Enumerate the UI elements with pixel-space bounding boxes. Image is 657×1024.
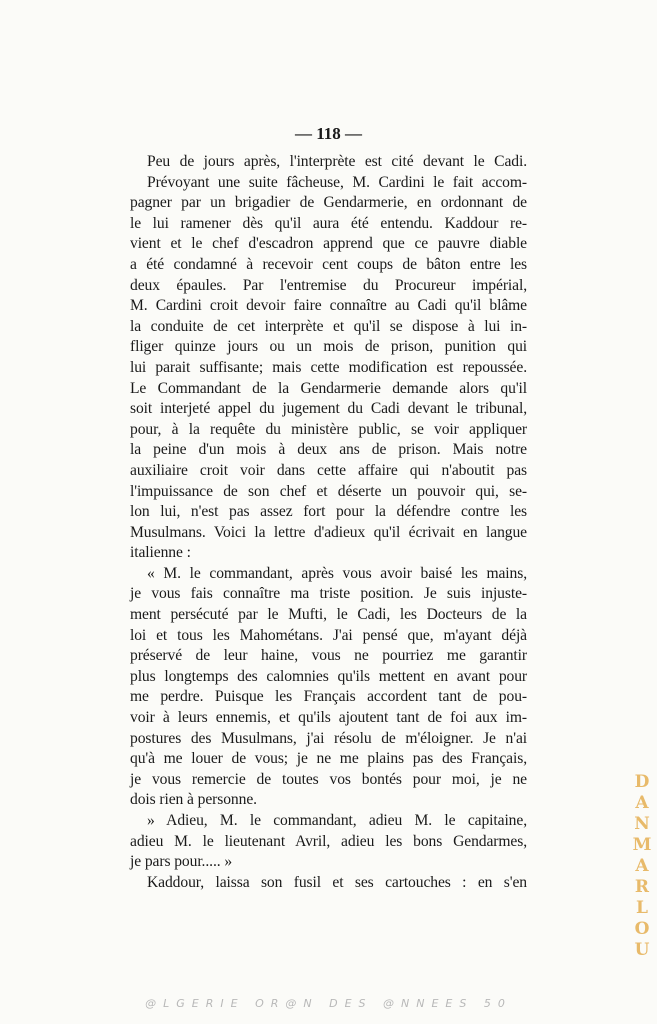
text-line: » Adieu, M. le commandant, adieu M. le capitaine, bbox=[147, 812, 527, 829]
text-line: soit interjeté appel du jugement du Cadi devant le tribunal, bbox=[130, 400, 527, 418]
watermark-letter: A bbox=[635, 856, 649, 876]
text-line: ment persécuté par le Mufti, le Cadi, les Docteurs de la bbox=[130, 606, 527, 624]
text-line: italienne : bbox=[130, 544, 191, 562]
text-line: je vous fais connaître ma triste position. Je suis injuste- bbox=[130, 585, 527, 603]
text-line: Le Commandant de la Gendarmerie demande alors qu'il bbox=[130, 379, 527, 397]
text-line: voir à leurs ennemis, et qu'ils ajoutent tant de foi aux im- bbox=[130, 709, 527, 727]
text-line: lon lui, n'est pas assez fort pour la défendre contre les bbox=[130, 503, 527, 521]
watermark-letter: A bbox=[635, 793, 649, 813]
text-line: Musulmans. Voici la lettre d'adieux qu'il écrivait en langue bbox=[130, 523, 527, 541]
text-line: Peu de jours après, l'interprète est cité devant le Cadi. bbox=[147, 153, 527, 170]
text-line: loi et tous les Mahométans. J'ai pensé que, m'ayant déjà bbox=[130, 626, 527, 644]
watermark-letter: L bbox=[636, 898, 648, 918]
text-line: vient et le chef d'escadron apprend que ce pauvre diable bbox=[130, 235, 527, 253]
text-line: je vous remercie de toutes vos bontés pour moi, je ne bbox=[130, 770, 527, 788]
watermark-letter: O bbox=[634, 919, 650, 939]
text-line: dois rien à personne. bbox=[130, 791, 257, 809]
vertical-watermark bbox=[631, 772, 653, 961]
text-line: plus longtemps des calomnies qu'ils mettent en avant pour bbox=[130, 667, 527, 685]
text-line: la conduite de cet interprète et qu'il se dispose à lui in- bbox=[130, 317, 527, 335]
text-line: préservé de leur haine, vous ne pourriez me garantir bbox=[130, 647, 527, 665]
text-line: pagner par un brigadier de Gendarmerie, en ordonnant de bbox=[130, 194, 527, 212]
watermark-letter: U bbox=[634, 940, 650, 960]
text-line: fliger quinze jours ou un mois de prison, punition qui bbox=[130, 338, 527, 356]
page-number: — 118 — bbox=[294, 124, 363, 143]
watermark-letter: N bbox=[634, 814, 650, 834]
text-line: me perdre. Puisque les Français accordent tant de pou- bbox=[130, 688, 527, 706]
text-line: deux épaules. Par l'entremise du Procureur impérial, bbox=[130, 276, 527, 294]
text-line: je pars pour..... » bbox=[130, 853, 233, 871]
text-line: Prévoyant une suite fâcheuse, M. Cardini le fait accom- bbox=[147, 173, 527, 191]
text-line: Kaddour, laissa son fusil et ses cartouches : en s'en bbox=[147, 873, 527, 891]
text-line: postures des Musulmans, j'ai résolu de m'éloigner. Je n'ai bbox=[130, 729, 527, 747]
watermark-letter: R bbox=[634, 877, 650, 897]
watermark-letter: M bbox=[632, 835, 652, 855]
text-line: l'impuissance de son chef et déserte un pouvoir qui, se- bbox=[130, 482, 527, 500]
text-line: le lui ramener dès qu'il aura été entendu. Kaddour re- bbox=[130, 214, 527, 232]
watermark-letter: D bbox=[634, 772, 650, 792]
text-line: adieu M. le lieutenant Avril, adieu les bons Gendarmes, bbox=[130, 832, 527, 850]
body-text bbox=[130, 152, 527, 893]
text-line: pour, à la requête du ministère public, se voir appliquer bbox=[130, 420, 527, 438]
text-line: auxiliaire croit voir dans cette affaire qui n'aboutit pas bbox=[130, 461, 527, 479]
text-line: a été condamné à recevoir cent coups de bâton entre les bbox=[130, 255, 527, 273]
text-line: M. Cardini croit devoir faire connaître au Cadi qu'il blâme bbox=[130, 297, 527, 315]
text-line: qu'à me louer de vous; je ne me plains pas des Français, bbox=[130, 750, 527, 768]
text-line: « M. le commandant, après vous avoir baisé les mains, bbox=[147, 564, 527, 582]
footer-watermark: @LGERIE OR@N DES @NNEES 50 bbox=[145, 997, 512, 1010]
text-line: la peine d'un mois à deux ans de prison. Mais notre bbox=[130, 441, 527, 459]
text-line: lui parait suffisante; mais cette modification est repoussée. bbox=[130, 358, 527, 376]
